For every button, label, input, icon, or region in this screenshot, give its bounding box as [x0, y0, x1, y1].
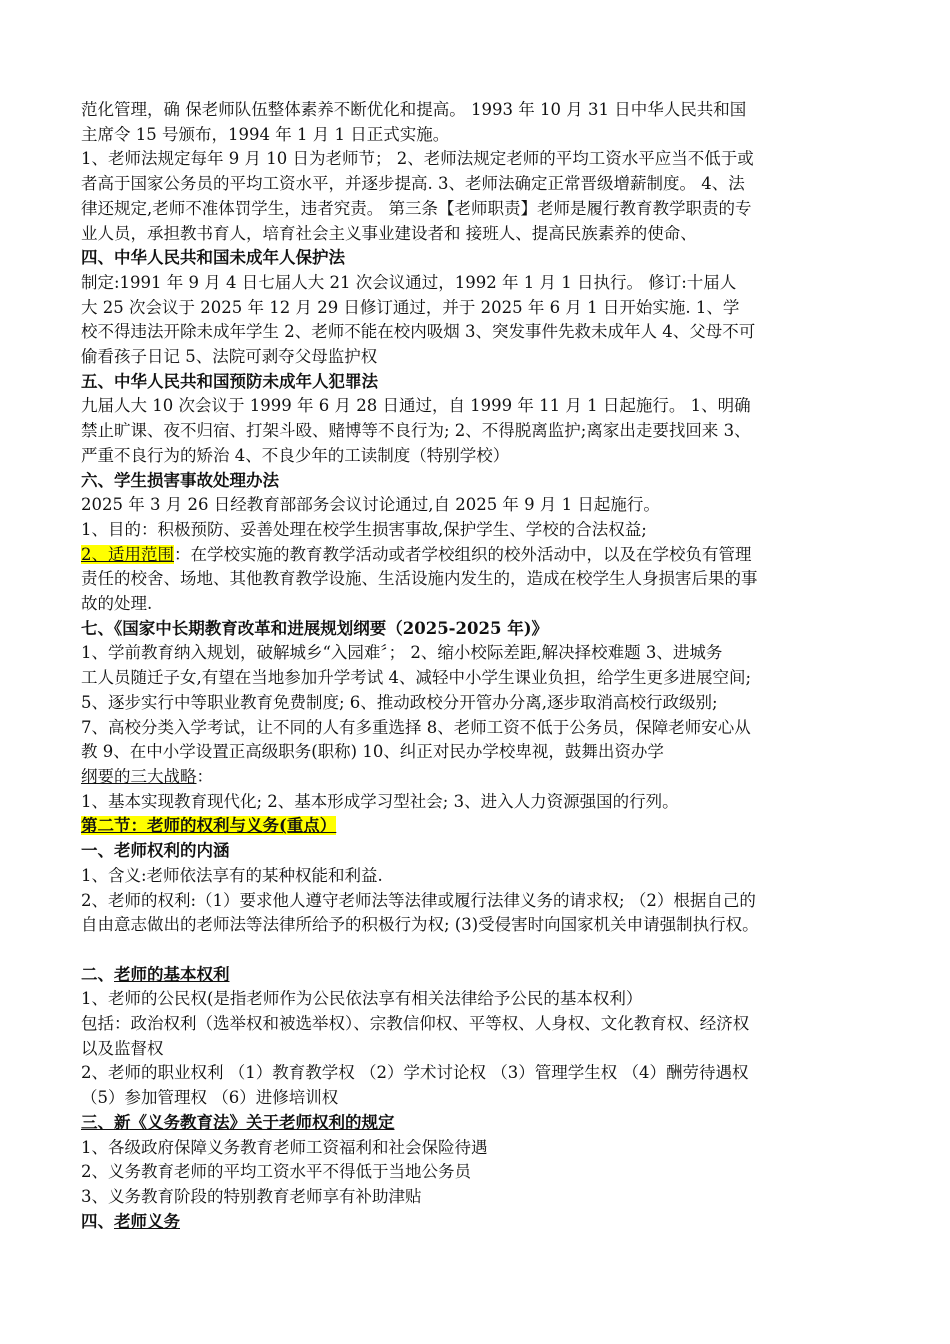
paragraph-line: 7、高校分类入学考试，让不同的人有多重选择 8、老师工资不低于公务员，保障老师安心从: [81, 717, 751, 737]
highlighted-term: 2、适用范围: [81, 544, 174, 564]
paragraph-line: [81, 543, 880, 568]
paragraph-line: 教 9、在中小学设置正高级职务(职称) 10、纠正对民办学校卑视，鼓舞出资办学: [81, 742, 664, 762]
blank-line: [81, 938, 880, 963]
paragraph-line: 范化管理，确 保老师队伍整体素养不断优化和提高。 1993 年 10 月 31 日中华人民共和国: [81, 100, 747, 119]
paragraph-text: ：在学校实施的教育教学活动或者学校组织的校外活动中，以及在学校负有管理: [174, 544, 752, 564]
highlighted-heading: 第二节：老师的权利与义务(重点）: [81, 816, 337, 836]
subsection-heading: 一、老师权利的内涵: [81, 841, 230, 861]
paragraph-line: 2、义务教育老师的平均工资水平不得低于当地公务员: [81, 1162, 471, 1182]
paragraph-line: 者高于国家公务员的平均工资水平，并逐步提高. 3、老师法确定正常晋级增薪制度。 4、法: [81, 174, 745, 194]
paragraph-line: 1、目的：积极预防、妥善处理在校学生损害事故,保护学生、学校的合法权益;: [81, 519, 647, 539]
paragraph-line: 1、含义:老师依法享有的某种权能和利益.: [81, 865, 383, 885]
heading-number: 四、: [81, 1211, 114, 1231]
heading-text: 老师的基本权利: [114, 964, 230, 984]
paragraph-line: 严重不良行为的矫治 4、不良少年的工读制度（特别学校）: [81, 445, 510, 465]
paragraph-line: 以及监督权: [81, 1038, 164, 1058]
section-heading: [81, 814, 880, 839]
paragraph-line: （5）参加管理权 （6）进修培训权: [81, 1088, 339, 1108]
subsection-heading: [81, 1210, 880, 1235]
paragraph-line: 2、老师的职业权利 （1）教育教学权 （2）学术讨论权 （3）管理学生权 （4）酬劳待遇权: [81, 1063, 749, 1083]
underlined-term: 纲要的三大战略: [81, 766, 197, 786]
paragraph-line: 2、老师的权利:（1）要求他人遵守老师法等法律或履行法律义务的请求权; （2）根据自己的: [81, 890, 756, 910]
paragraph-line: 1、老师法规定每年 9 月 10 日为老师节； 2、老师法规定老师的平均工资水平应当不低于或: [81, 149, 754, 169]
section-heading: 四、中华人民共和国未成年人保护法: [81, 248, 345, 268]
paragraph-line: 1、基本实现教育现代化; 2、基本形成学习型社会; 3、进入人力资源强国的行列。: [81, 791, 679, 811]
paragraph-line: 5、逐步实行中等职业教育免费制度; 6、推动政校分开管办分离,逐步取消高校行政级别;: [81, 692, 718, 712]
paragraph-line: 业人员，承担教书育人，培育社会主义事业建设者和 接班人、提高民族素养的使命、: [81, 223, 697, 243]
paragraph-line: 大 25 次会议于 2025 年 12 月 29 日修订通过，并于 2025 年 6 月 1 日开始实施. 1、学: [81, 297, 740, 317]
paragraph-line: 主席令 15 号颁布，1994 年 1 月 1 日正式实施。: [81, 124, 450, 144]
paragraph-line: 自由意志做出的老师法等法律所给予的积极行为权; (3)受侵害时向国家机关申请强制执行权。: [81, 915, 759, 935]
paragraph-line: 校不得违法开除未成年学生 2、老师不能在校内吸烟 3、突发事件先救未成年人 4、父母不可: [81, 322, 756, 342]
subsection-heading: [81, 963, 880, 988]
paragraph-line: 九届人大 10 次会议于 1999 年 6 月 28 日通过，自 1999 年 11 月 1 日起施行。 1、明确: [81, 396, 751, 416]
section-heading: 五、中华人民共和国预防未成年人犯罪法: [81, 371, 378, 391]
paragraph-line: 1、学前教育纳入规划，破解城乡“入园难〞； 2、缩小校际差距,解决择校难题 3、进城务: [81, 643, 723, 663]
paragraph-line: 包括：政治权利（选举权和被选举权）、宗教信仰权、平等权、人身权、文化教育权、经济权: [81, 1014, 750, 1033]
paragraph-line: 禁止旷课、夜不归宿、打架斗殴、赌博等不良行为; 2、不得脱离监护;离家出走要找回来 3、: [81, 421, 751, 441]
paragraph-line: 2025 年 3 月 26 日经教育部部务会议讨论通过,自 2025 年 9 月 1 日起施行。: [81, 495, 660, 515]
paragraph-line: 律还规定,老师不准体罚学生，违者究责。 第三条【老师职责】老师是履行教育教学职责的专: [81, 198, 752, 218]
paragraph-line: [81, 765, 880, 790]
paragraph-line: 1、老师的公民权(是指老师作为公民依法享有相关法律给予公民的基本权利）: [81, 989, 643, 1009]
paragraph-line: 制定:1991 年 9 月 4 日七届人大 21 次会议通过，1992 年 1 月 1 日执行。 修订:十届人: [81, 272, 737, 292]
subsection-heading: 三、新《义务教育法》关于老师权利的规定: [81, 1112, 395, 1132]
section-heading: 六、学生损害事故处理办法: [81, 470, 279, 490]
paragraph-line: 责任的校舍、场地、其他教育教学设施、生活设施内发生的，造成在校学生人身损害后果的事: [81, 569, 758, 589]
section-heading: 七、《国家中长期教育改革和进展规划纲要（2025-2025 年)》: [81, 618, 548, 638]
paragraph-text: ：: [196, 766, 213, 786]
paragraph-line: 3、义务教育阶段的特别教育老师享有补助津贴: [81, 1186, 422, 1206]
heading-number: 二、: [81, 964, 114, 984]
heading-text: 老师义务: [114, 1211, 180, 1231]
paragraph-line: 工人员随迁子女,有望在当地参加升学考试 4、减轻中小学生课业负担，给学生更多进展空间;: [81, 668, 752, 688]
paragraph-line: 故的处理.: [81, 594, 153, 614]
paragraph-line: 1、各级政府保障义务教育老师工资福利和社会保险待遇: [81, 1137, 488, 1157]
paragraph-line: 偷看孩子日记 5、法院可剥夺父母监护权: [81, 347, 378, 367]
